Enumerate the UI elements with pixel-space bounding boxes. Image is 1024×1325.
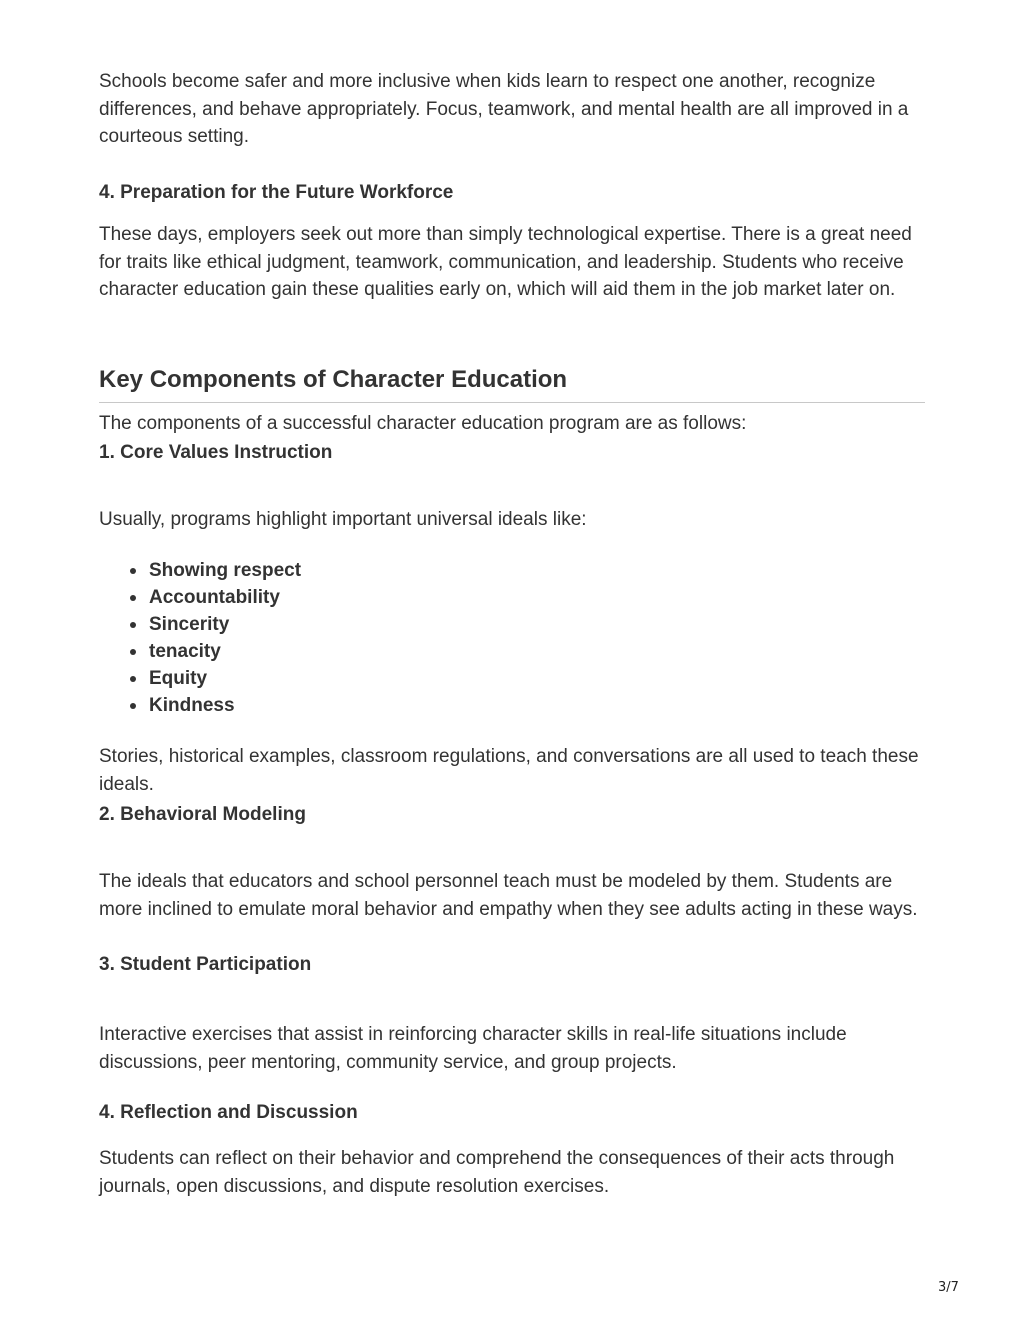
list-item: [99, 665, 925, 692]
list-item-label: Kindness: [149, 695, 235, 716]
key-components-heading: Key Components of Character Education: [99, 365, 925, 403]
list-item: [99, 611, 925, 638]
bullet-icon: [130, 595, 136, 601]
core-values-heading: 1. Core Values Instruction: [99, 442, 333, 463]
reflection-paragraph: Students can reflect on their behavior and comprehend the consequences of their acts through journals, open discussions, and dispute resolution exercises.: [99, 1148, 895, 1197]
intro-paragraph: Schools become safer and more inclusive when kids learn to respect one another, recognize differences, and behave appropriately. Focus, teamwork, and mental health are all improved in a courteous setting.: [99, 71, 909, 147]
bullet-icon: [130, 622, 136, 628]
list-item: [99, 692, 925, 719]
workforce-paragraph: These days, employers seek out more than simply technological expertise. There is a great need for traits like ethical judgment, teamwork, communication, and leadership. Students who receive character education gain these qualities early on, which will aid them in the job market later on.: [99, 224, 912, 300]
student-participation-paragraph: Interactive exercises that assist in reinforcing character skills in real-life situations include discussions, peer mentoring, community service, and group projects.: [99, 1024, 847, 1073]
list-item: [99, 584, 925, 611]
list-item-label: Sincerity: [149, 614, 230, 635]
bullet-icon: [130, 649, 136, 655]
core-values-after: Stories, historical examples, classroom regulations, and conversations are all used to teach these ideals.: [99, 746, 919, 795]
core-values-lead: Usually, programs highlight important universal ideals like:: [99, 509, 587, 530]
components-intro: The components of a successful character education program are as follows:: [99, 413, 747, 434]
bullet-icon: [130, 568, 136, 574]
bullet-icon: [130, 676, 136, 682]
list-item-label: tenacity: [149, 641, 221, 662]
list-item-label: Accountability: [149, 587, 280, 608]
bullet-icon: [130, 703, 136, 709]
key-components-section: [99, 365, 925, 403]
list-item-label: Equity: [149, 668, 208, 689]
list-item-label: Showing respect: [149, 560, 302, 581]
student-participation-heading: 3. Student Participation: [99, 954, 312, 975]
list-item: [99, 557, 925, 584]
behavioral-modeling-paragraph: The ideals that educators and school personnel teach must be modeled by them. Students are more inclined to emulate moral behavior and empathy when they see adults acting in these ways.: [99, 871, 918, 920]
list-item: [99, 638, 925, 665]
page-number: 3/7: [938, 1280, 959, 1295]
workforce-heading: 4. Preparation for the Future Workforce: [99, 182, 454, 203]
core-values-list: [99, 557, 925, 719]
behavioral-modeling-heading: 2. Behavioral Modeling: [99, 804, 306, 825]
reflection-heading: 4. Reflection and Discussion: [99, 1102, 358, 1123]
